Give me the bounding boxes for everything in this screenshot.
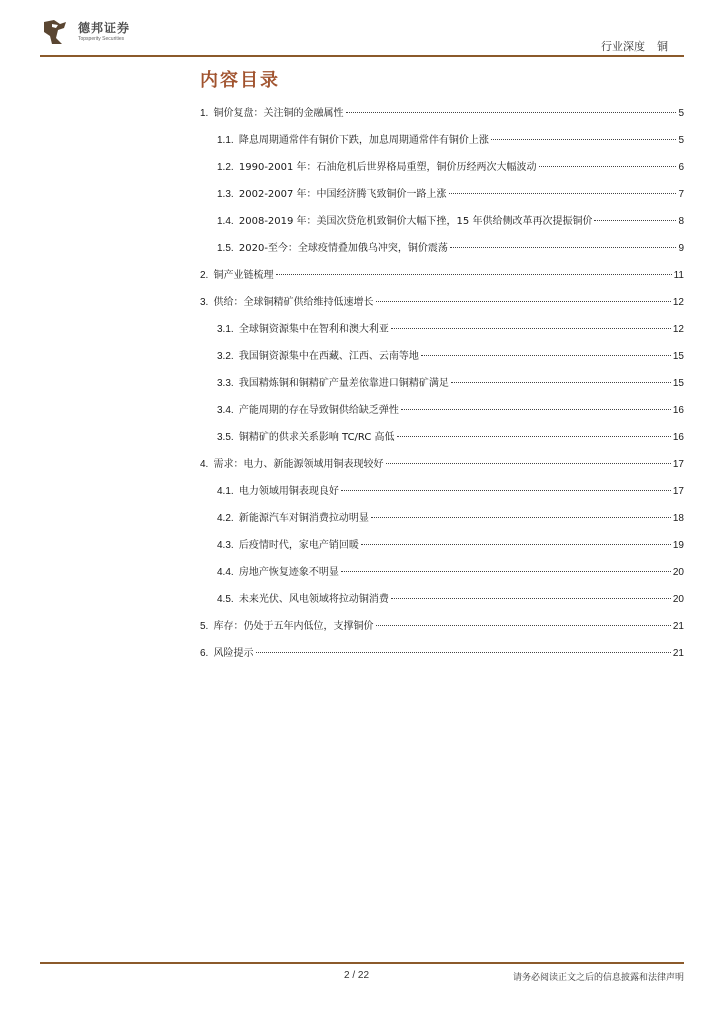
toc-entry[interactable] bbox=[217, 131, 684, 149]
toc-entry-text: 需求：电力、新能源领域用铜表现较好 bbox=[213, 459, 384, 470]
toc-leader-dots bbox=[256, 652, 671, 653]
toc-entry-text: 2002-2007 年：中国经济腾飞致铜价一路上涨 bbox=[238, 189, 447, 200]
toc-entry-text: 供给：全球铜精矿供给维持低速增长 bbox=[213, 297, 374, 308]
toc-entry-number: 4. bbox=[200, 459, 209, 470]
toc-entry[interactable] bbox=[217, 374, 684, 392]
toc-leader-dots bbox=[421, 355, 671, 356]
toc-entry-title bbox=[217, 590, 389, 605]
toc-title: 内容目录 bbox=[200, 70, 280, 91]
header-divider bbox=[40, 55, 684, 57]
toc-page-number: 21 bbox=[672, 621, 684, 632]
toc-entry-number: 1.3. bbox=[217, 189, 234, 200]
toc-entry-title bbox=[217, 428, 395, 443]
toc-entry-title bbox=[217, 509, 369, 524]
toc-entry-text: 全球铜资源集中在智利和澳大利亚 bbox=[238, 324, 389, 335]
toc-entry-text: 房地产恢复迹象不明显 bbox=[238, 567, 339, 578]
toc-entry-text: 产能周期的存在导致铜供给缺乏弹性 bbox=[238, 405, 399, 416]
toc-leader-dots bbox=[376, 625, 671, 626]
toc-entry-title bbox=[200, 644, 254, 659]
toc-entry-text: 铜价复盘：关注铜的金融属性 bbox=[213, 108, 344, 119]
toc-entry[interactable] bbox=[200, 266, 684, 284]
toc-entry-title bbox=[217, 401, 399, 416]
toc-entry-title bbox=[200, 455, 384, 470]
toc-page-number: 11 bbox=[673, 270, 684, 281]
toc-entry[interactable] bbox=[217, 212, 684, 230]
toc-leader-dots bbox=[594, 220, 676, 221]
toc-leader-dots bbox=[450, 247, 677, 248]
toc-entry-title bbox=[217, 158, 537, 173]
toc-entry-title bbox=[217, 482, 339, 497]
toc-entry-text: 库存：仍处于五年内低位，支撑铜价 bbox=[213, 621, 374, 632]
toc-page-number: 16 bbox=[672, 432, 684, 443]
toc-entry-number: 1.4. bbox=[217, 216, 234, 227]
toc-entry-text: 我国铜资源集中在西藏、江西、云南等地 bbox=[238, 351, 419, 362]
sector-label: 铜 bbox=[657, 40, 668, 53]
toc-entry-number: 1. bbox=[200, 108, 209, 119]
toc-page-number: 12 bbox=[672, 324, 684, 335]
toc-entry-number: 5. bbox=[200, 621, 209, 632]
toc-leader-dots bbox=[386, 463, 671, 464]
toc-entry-title bbox=[217, 131, 489, 146]
toc-leader-dots bbox=[449, 193, 677, 194]
toc-entry-title bbox=[217, 563, 339, 578]
footer-divider bbox=[40, 962, 684, 964]
toc-leader-dots bbox=[346, 112, 677, 113]
toc-entry-text: 我国精炼铜和铜精矿产量差依靠进口铜精矿满足 bbox=[238, 378, 449, 389]
toc-page-number: 7 bbox=[678, 189, 684, 200]
logo-mark-icon bbox=[40, 16, 72, 48]
toc-entry-number: 6. bbox=[200, 648, 209, 659]
toc-entry-text: 铜精矿的供求关系影响 TC/RC 高低 bbox=[238, 432, 395, 443]
brand-name: 德邦证券 bbox=[78, 21, 131, 35]
toc-entry-title bbox=[217, 320, 389, 335]
toc-entry[interactable] bbox=[217, 320, 684, 338]
toc-entry[interactable] bbox=[217, 536, 684, 554]
toc-page-number: 6 bbox=[678, 162, 684, 173]
toc-entry-number: 4.3. bbox=[217, 540, 234, 551]
page-number: 2 / 22 bbox=[344, 970, 370, 981]
toc-entry-title bbox=[200, 104, 344, 119]
toc-leader-dots bbox=[361, 544, 671, 545]
toc-entry-text: 电力领域用铜表现良好 bbox=[238, 486, 339, 497]
toc-entry-text: 降息周期通常伴有铜价下跌，加息周期通常伴有铜价上涨 bbox=[238, 135, 489, 146]
toc-page-number: 19 bbox=[672, 540, 684, 551]
toc-entry-text: 新能源汽车对铜消费拉动明显 bbox=[238, 513, 369, 524]
toc-entry[interactable] bbox=[217, 563, 684, 581]
toc-page-number: 20 bbox=[672, 594, 684, 605]
toc-entry[interactable] bbox=[200, 455, 684, 473]
toc-entry-title bbox=[200, 617, 374, 632]
toc-entry[interactable] bbox=[217, 482, 684, 500]
brand-name-en: Topsperity Securities bbox=[78, 36, 125, 42]
toc-leader-dots bbox=[371, 517, 671, 518]
toc-entry-number: 3.4. bbox=[217, 405, 234, 416]
toc-entry[interactable] bbox=[217, 401, 684, 419]
toc-leader-dots bbox=[491, 139, 677, 140]
toc-leader-dots bbox=[341, 571, 671, 572]
toc-leader-dots bbox=[451, 382, 671, 383]
report-category bbox=[589, 38, 668, 54]
toc-entry-title bbox=[217, 185, 447, 200]
toc-entry-number: 4.5. bbox=[217, 594, 234, 605]
toc-entry[interactable] bbox=[200, 293, 684, 311]
toc-entry[interactable] bbox=[200, 104, 684, 122]
toc-entry-title bbox=[217, 536, 359, 551]
toc-entry-number: 4.2. bbox=[217, 513, 234, 524]
toc-leader-dots bbox=[391, 598, 671, 599]
toc-entry-text: 2020-至今：全球疫情叠加俄乌冲突，铜价震荡 bbox=[238, 243, 448, 254]
toc-entry[interactable] bbox=[200, 617, 684, 635]
toc-entry-text: 未来光伏、风电领域将拉动铜消费 bbox=[238, 594, 389, 605]
toc-entry-title bbox=[200, 266, 274, 281]
toc-page-number: 8 bbox=[678, 216, 684, 227]
toc-entry-number: 3. bbox=[200, 297, 209, 308]
toc-page-number: 17 bbox=[672, 486, 684, 497]
toc-entry-number: 1.2. bbox=[217, 162, 234, 173]
category-label: 行业深度 bbox=[601, 40, 645, 53]
toc-page-number: 16 bbox=[672, 405, 684, 416]
toc-entry[interactable] bbox=[217, 428, 684, 446]
toc-leader-dots bbox=[276, 274, 672, 275]
toc-entry-text: 风险提示 bbox=[213, 648, 254, 659]
toc-page-number: 5 bbox=[678, 135, 684, 146]
disclaimer-text: 请务必阅读正文之后的信息披露和法律声明 bbox=[512, 973, 684, 983]
toc-entry-text: 1990-2001 年：石油危机后世界格局重塑，铜价历经两次大幅波动 bbox=[238, 162, 537, 173]
toc-entry-number: 3.2. bbox=[217, 351, 234, 362]
toc-entry-text: 后疫情时代，家电产销回暖 bbox=[238, 540, 359, 551]
toc-entry-number: 4.1. bbox=[217, 486, 234, 497]
toc-entry-number: 3.3. bbox=[217, 378, 234, 389]
toc-page-number: 15 bbox=[672, 351, 684, 362]
toc-leader-dots bbox=[401, 409, 671, 410]
toc-entry-title bbox=[217, 212, 592, 227]
toc-entry-title bbox=[200, 293, 374, 308]
toc-leader-dots bbox=[376, 301, 671, 302]
toc-entry-title bbox=[217, 374, 449, 389]
toc-entry-number: 1.5. bbox=[217, 243, 234, 254]
toc-page-number: 18 bbox=[672, 513, 684, 524]
toc-leader-dots bbox=[341, 490, 671, 491]
company-logo bbox=[40, 16, 160, 50]
toc-page-number: 20 bbox=[672, 567, 684, 578]
toc-entry[interactable] bbox=[217, 158, 684, 176]
toc-entry[interactable] bbox=[200, 644, 684, 662]
toc-entry-text: 2008-2019 年：美国次贷危机致铜价大幅下挫，15 年供给侧改革再次提振铜价 bbox=[238, 216, 593, 227]
toc-entry[interactable] bbox=[217, 347, 684, 365]
toc-page-number: 17 bbox=[672, 459, 684, 470]
toc-entry-number: 2. bbox=[200, 270, 209, 281]
toc-leader-dots bbox=[397, 436, 671, 437]
toc-leader-dots bbox=[539, 166, 677, 167]
toc-entry[interactable] bbox=[217, 239, 684, 257]
toc-entry-number: 1.1. bbox=[217, 135, 234, 146]
toc-entry[interactable] bbox=[217, 509, 684, 527]
toc-page-number: 12 bbox=[672, 297, 684, 308]
toc-leader-dots bbox=[391, 328, 671, 329]
toc-entry[interactable] bbox=[217, 185, 684, 203]
toc-entry-text: 铜产业链梳理 bbox=[213, 270, 274, 281]
toc-entry-number: 4.4. bbox=[217, 567, 234, 578]
toc-entry[interactable] bbox=[217, 590, 684, 608]
toc-entry-number: 3.1. bbox=[217, 324, 234, 335]
toc-entry-number: 3.5. bbox=[217, 432, 234, 443]
toc-entry-title bbox=[217, 239, 448, 254]
toc-page-number: 9 bbox=[678, 243, 684, 254]
toc-page-number: 21 bbox=[672, 648, 684, 659]
toc-page-number: 5 bbox=[678, 108, 684, 119]
toc-entry-title bbox=[217, 347, 419, 362]
toc-page-number: 15 bbox=[672, 378, 684, 389]
